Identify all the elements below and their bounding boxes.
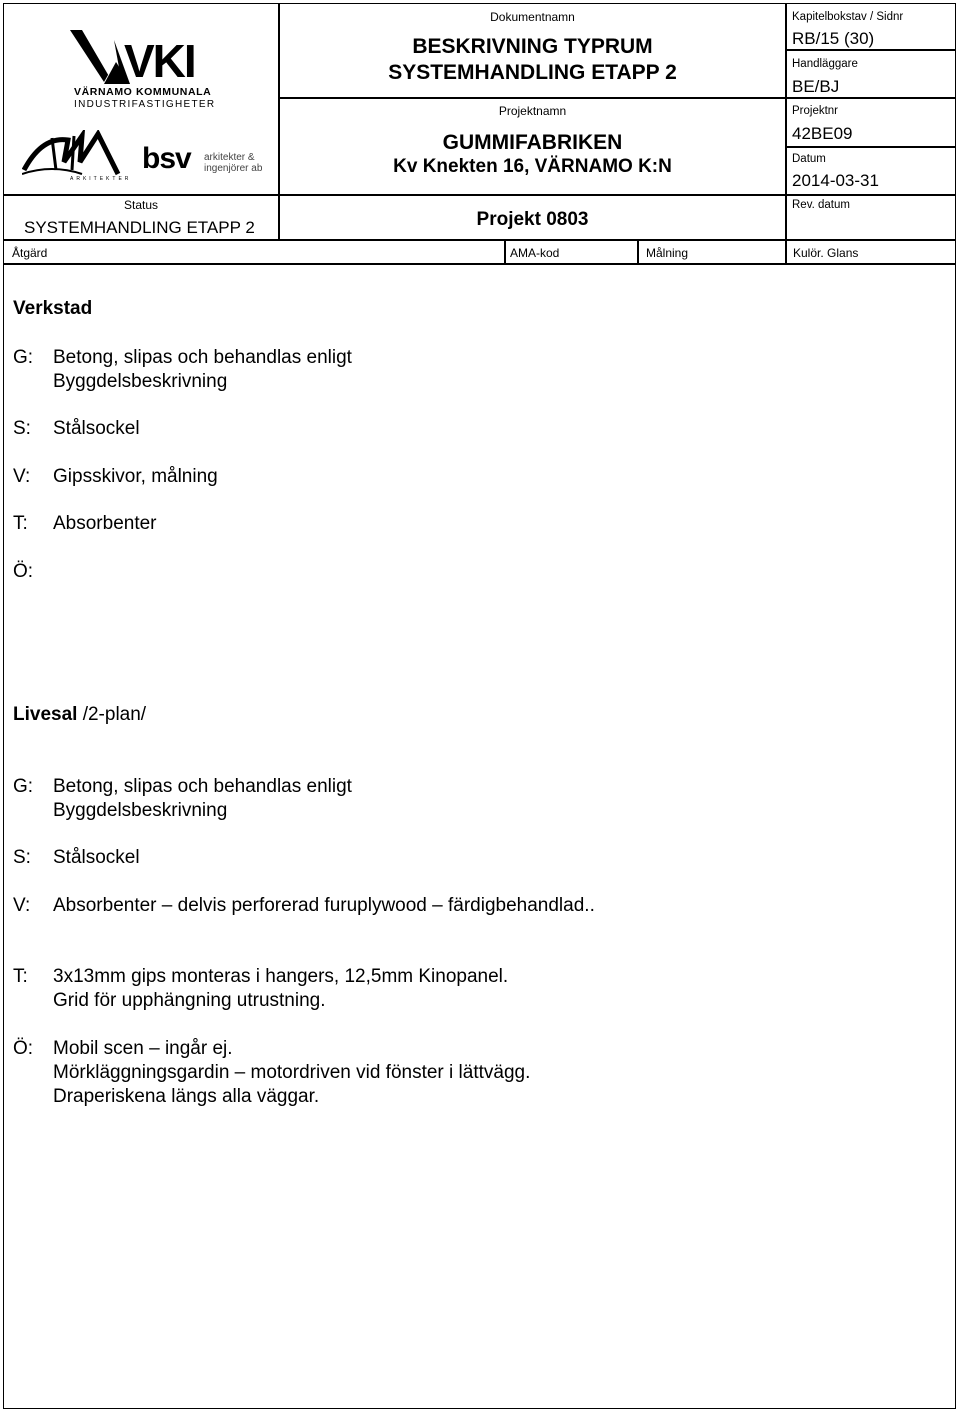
divider: [504, 239, 506, 263]
spec-code: S:: [13, 418, 31, 439]
spec-row: [13, 965, 508, 1013]
architect-logo: [22, 130, 142, 186]
spec-code: G:: [13, 347, 34, 368]
kapitel-label: Kapitelbokstav / Sidnr: [792, 11, 904, 23]
projektnr-value: 42BE09: [792, 124, 853, 143]
column-atgard: Åtgärd: [12, 246, 48, 260]
architect-footer: ARKITEKTER: [70, 176, 132, 182]
spec-code: V:: [13, 895, 31, 916]
divider: [3, 239, 956, 241]
spec-code: Ö:: [13, 561, 34, 582]
projektnamn-label: Projektnamn: [498, 104, 567, 118]
spec-text: Mobil scen – ingår ej. Mörkläggningsgardin – motordriven vid fönster i lättvägg. Draperiskena längs alla väggar.: [53, 1038, 531, 1107]
company-subtitle: INDUSTRIFASTIGHETER: [74, 99, 216, 110]
spec-row: [13, 846, 140, 870]
dokumentnamn-label: Dokumentnamn: [490, 10, 575, 24]
divider: [279, 194, 786, 196]
document-title-line: SYSTEMHANDLING ETAPP 2: [388, 61, 677, 84]
divider: [3, 263, 956, 265]
spec-row: [13, 417, 140, 441]
spec-text: Absorbenter: [53, 513, 157, 534]
section-title-text: Livesal: [13, 704, 78, 725]
spec-code: S:: [13, 847, 31, 868]
status-value: SYSTEMHANDLING ETAPP 2: [24, 218, 255, 237]
bsv-text: arkitekter &: [204, 152, 255, 163]
spec-text: Stålsockel: [53, 418, 140, 439]
spec-row: [13, 894, 595, 918]
section-title: [13, 298, 92, 320]
spec-row: [13, 512, 157, 536]
spec-text: Betong, slipas och behandlas enligt Byggdelsbeskrivning: [53, 347, 352, 392]
kapitel-value: RB/15 (30): [792, 29, 875, 48]
architect-logo-mark: [22, 130, 142, 182]
company-subtitle: VÄRNAMO KOMMUNALA: [74, 86, 212, 98]
datum-value: 2014-03-31: [792, 171, 879, 190]
divider: [3, 194, 279, 196]
projektnr-label: Projektnr: [792, 105, 839, 117]
spec-row: [13, 560, 53, 584]
divider: [786, 146, 956, 148]
section-title-text: Verkstad: [13, 298, 93, 319]
spec-row: [13, 465, 218, 489]
spec-row: [13, 346, 352, 394]
spec-text: Absorbenter – delvis perforerad furuplywood – färdigbehandlad..: [53, 895, 595, 916]
status-label: Status: [123, 198, 159, 212]
company-name: VKI: [124, 35, 195, 87]
column-kulor: Kulör. Glans: [793, 246, 859, 260]
spec-row: [13, 775, 352, 823]
document-title-line: BESKRIVNING TYPRUM: [412, 35, 653, 58]
column-malning: Målning: [646, 246, 689, 260]
project-number: Projekt 0803: [476, 209, 589, 230]
project-address: Kv Knekten 16, VÄRNAMO K:N: [393, 156, 672, 177]
divider: [786, 194, 956, 196]
section-subtitle: /2-plan/: [77, 704, 147, 725]
spec-text: Betong, slipas och behandlas enligt Byggdelsbeskrivning: [53, 776, 352, 821]
bsv-text: ingenjörer ab: [204, 163, 263, 174]
section-title: [13, 704, 146, 726]
spec-code: V:: [13, 466, 31, 487]
spec-text: Stålsockel: [53, 847, 140, 868]
handlaggare-label: Handläggare: [792, 58, 858, 70]
column-ama: AMA-kod: [510, 246, 560, 260]
spec-text: 3x13mm gips monteras i hangers, 12,5mm Kinopanel. Grid för upphängning utrustning.: [53, 966, 509, 1011]
spec-code: Ö:: [13, 1038, 34, 1059]
spec-code: T:: [13, 513, 28, 534]
spec-code: T:: [13, 966, 28, 987]
spec-row: [13, 1037, 530, 1109]
divider: [786, 97, 956, 99]
revdatum-label: Rev. datum: [792, 199, 850, 211]
document-title: [279, 34, 786, 86]
bsv-logo: bsv: [142, 142, 191, 175]
vki-logo: [60, 26, 220, 112]
divider: [637, 239, 639, 263]
divider: [786, 49, 956, 51]
project-name: GUMMIFABRIKEN: [442, 131, 623, 154]
datum-label: Datum: [792, 153, 826, 165]
spec-code: G:: [13, 776, 34, 797]
handlaggare-value: BE/BJ: [792, 77, 840, 96]
spec-text: Gipsskivor, målning: [53, 466, 218, 487]
divider: [279, 97, 786, 99]
